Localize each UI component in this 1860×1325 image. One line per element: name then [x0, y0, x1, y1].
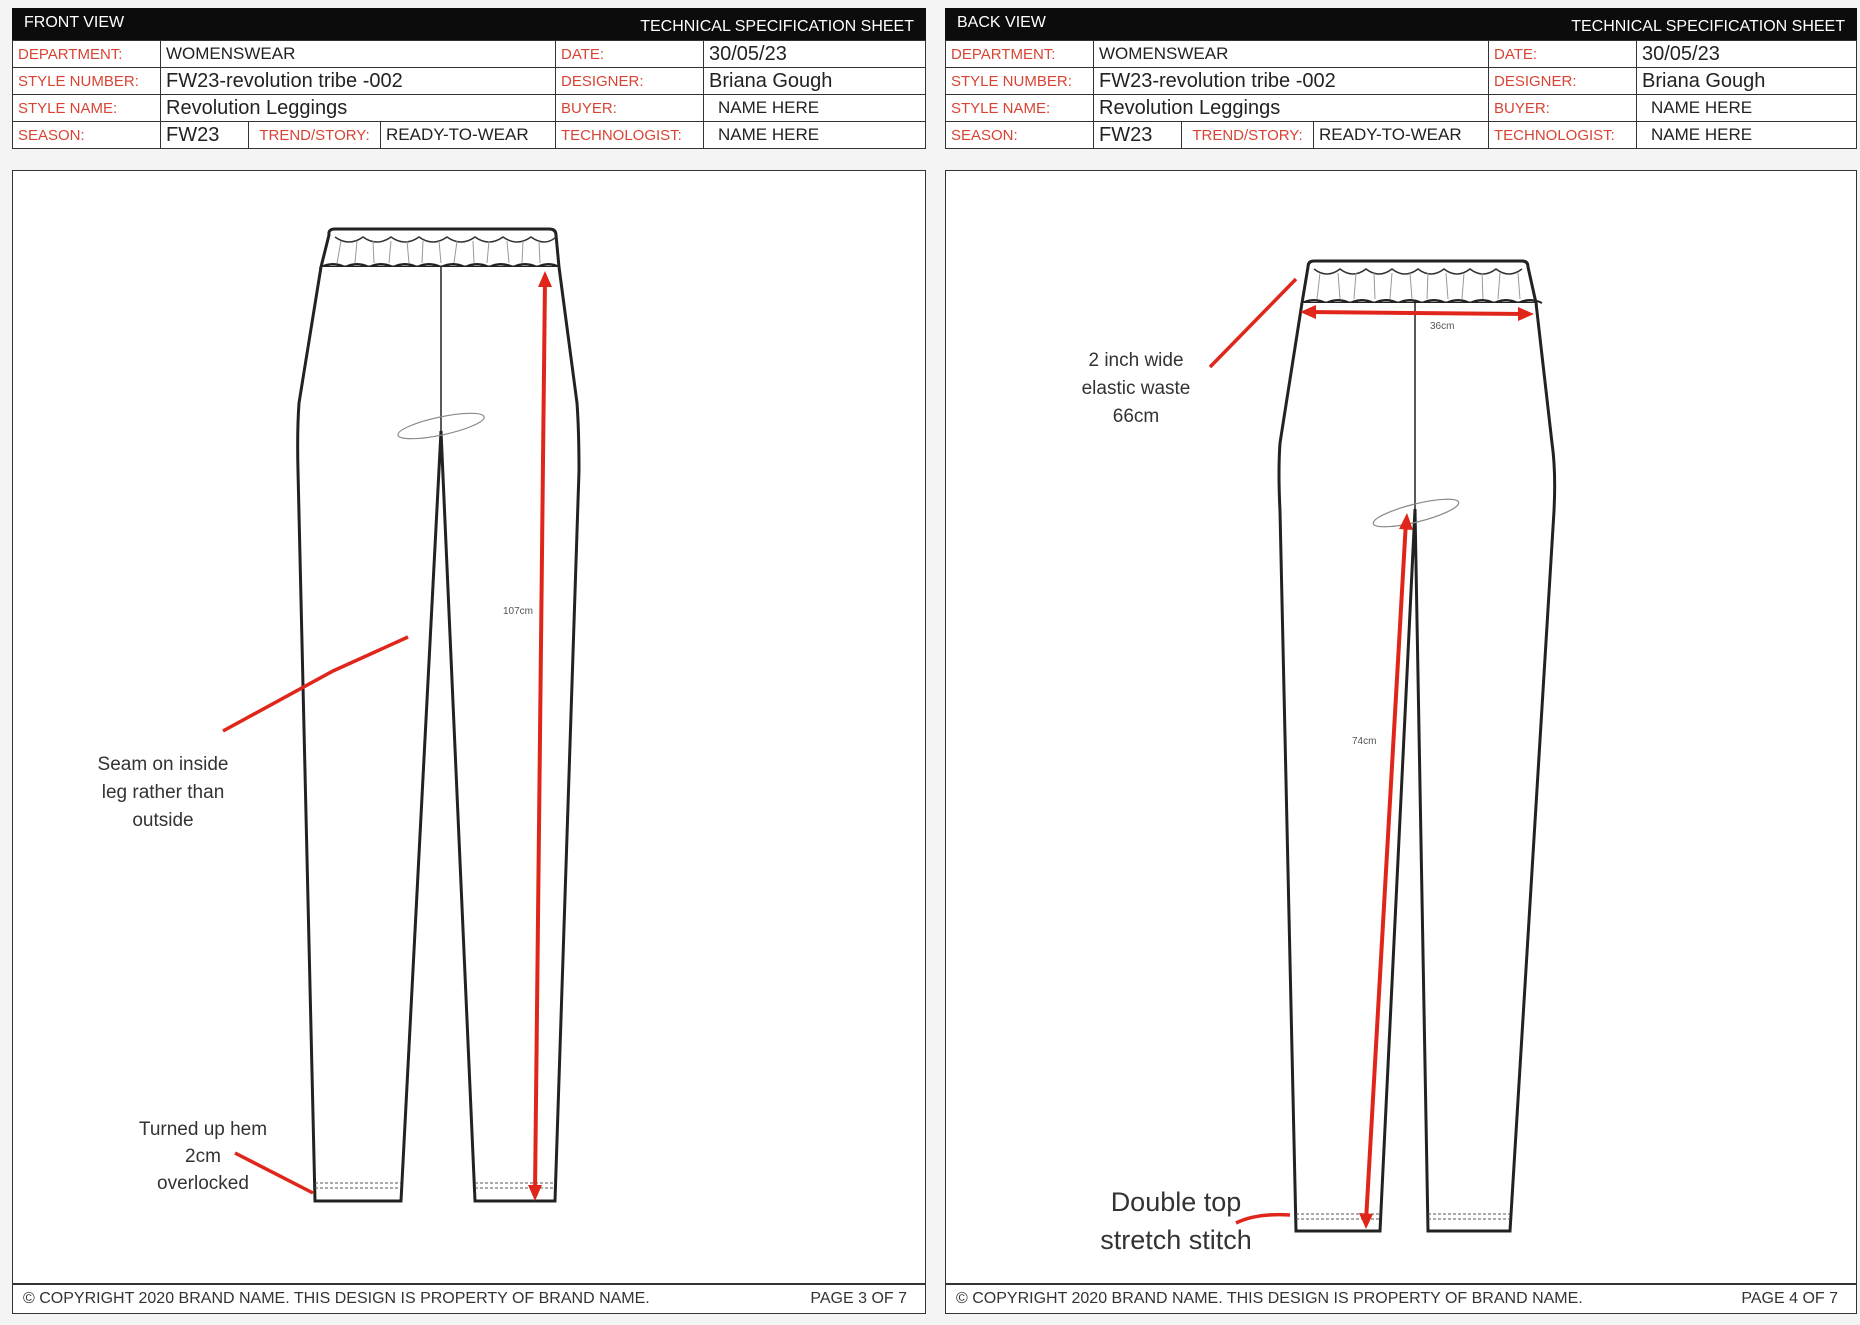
spec-info-table	[12, 40, 926, 149]
inseam-measure-label: 74cm	[1352, 736, 1377, 747]
copyright-text: © COPYRIGHT 2020 BRAND NAME. THIS DESIGN IS PROPERTY OF BRAND NAME.	[23, 1290, 650, 1307]
sheet-footer	[945, 1284, 1857, 1314]
view-label: BACK VIEW	[957, 14, 1046, 31]
season-value: FW23	[1094, 122, 1182, 149]
date-label: DATE:	[1489, 41, 1637, 68]
view-label: FRONT VIEW	[24, 14, 125, 31]
style-number-label: STYLE NUMBER:	[946, 68, 1094, 95]
hem-note-line: 2cm	[185, 1146, 221, 1167]
buyer-value: NAME HERE	[1637, 95, 1857, 122]
stitch-note-line: stretch stitch	[1100, 1225, 1252, 1255]
season-label: SEASON:	[946, 122, 1094, 149]
waist-measure-label: 36cm	[1430, 321, 1455, 332]
buyer-label: BUYER:	[1489, 95, 1637, 122]
copyright-text: © COPYRIGHT 2020 BRAND NAME. THIS DESIGN IS PROPERTY OF BRAND NAME.	[956, 1290, 1583, 1307]
waist-note-line: 2 inch wide	[1088, 350, 1184, 371]
buyer-label: BUYER:	[556, 95, 704, 122]
technologist-label: TECHNOLOGIST:	[1489, 122, 1637, 149]
trend-value: READY-TO-WEAR	[381, 122, 556, 149]
designer-value: Briana Gough	[704, 68, 926, 95]
buyer-value: NAME HERE	[704, 95, 926, 122]
leggings-outline	[1279, 303, 1555, 1231]
stitch-note-line: Double top	[1110, 1187, 1242, 1217]
sheet-header-bar	[12, 8, 926, 40]
department-value: WOMENSWEAR	[1094, 41, 1489, 68]
front-view-sheet	[12, 8, 926, 1313]
designer-label: DESIGNER:	[556, 68, 704, 95]
stitch-note	[1066, 1183, 1286, 1259]
season-value: FW23	[161, 122, 249, 149]
sheet-header-bar	[945, 8, 1857, 40]
page-number: PAGE 4 OF 7	[1741, 1290, 1838, 1307]
style-number-label: STYLE NUMBER:	[13, 68, 161, 95]
waist-note	[1051, 347, 1221, 431]
trend-label: TREND/STORY:	[1182, 122, 1314, 149]
hem-note	[103, 1116, 303, 1197]
designer-value: Briana Gough	[1637, 68, 1857, 95]
waist-callout-line	[1210, 279, 1296, 367]
waistband-outline	[1302, 261, 1536, 303]
seam-note-line: leg rather than	[101, 782, 225, 803]
trend-value: READY-TO-WEAR	[1314, 122, 1489, 149]
style-name-value: Revolution Leggings	[161, 95, 556, 122]
date-label: DATE:	[556, 41, 704, 68]
waist-note-line: elastic waste	[1081, 378, 1191, 399]
waist-measure-arrow	[1308, 312, 1526, 314]
style-name-label: STYLE NAME:	[13, 95, 161, 122]
date-value: 30/05/23	[1637, 41, 1857, 68]
page-number: PAGE 3 OF 7	[810, 1290, 907, 1307]
seam-note-line: outside	[132, 810, 194, 831]
style-name-value: Revolution Leggings	[1094, 95, 1489, 122]
back-view-sheet	[945, 8, 1857, 1313]
length-measure-label: 107cm	[503, 606, 534, 617]
seam-note	[63, 751, 263, 835]
sheet-footer	[12, 1284, 926, 1314]
style-number-value: FW23-revolution tribe -002	[161, 68, 556, 95]
season-label: SEASON:	[13, 122, 161, 149]
date-value: 30/05/23	[704, 41, 926, 68]
style-number-value: FW23-revolution tribe -002	[1094, 68, 1489, 95]
trend-label: TREND/STORY:	[249, 122, 381, 149]
drawing-canvas	[12, 170, 926, 1284]
waist-note-line: 66cm	[1112, 406, 1160, 427]
drawing-canvas	[945, 170, 1857, 1284]
seam-note-line: Seam on inside	[97, 754, 229, 775]
spec-info-table	[945, 40, 1857, 149]
technologist-value: NAME HERE	[1637, 122, 1857, 149]
sheet-title: TECHNICAL SPECIFICATION SHEET	[1571, 18, 1845, 35]
department-label: DEPARTMENT:	[13, 41, 161, 68]
department-value: WOMENSWEAR	[161, 41, 556, 68]
style-name-label: STYLE NAME:	[946, 95, 1094, 122]
leggings-back-sketch	[946, 171, 1856, 1283]
sheet-title: TECHNICAL SPECIFICATION SHEET	[640, 18, 914, 35]
hem-note-line: overlocked	[157, 1173, 249, 1194]
technologist-value: NAME HERE	[704, 122, 926, 149]
designer-label: DESIGNER:	[1489, 68, 1637, 95]
technologist-label: TECHNOLOGIST:	[556, 122, 704, 149]
hem-note-line: Turned up hem	[138, 1119, 268, 1140]
department-label: DEPARTMENT:	[946, 41, 1094, 68]
